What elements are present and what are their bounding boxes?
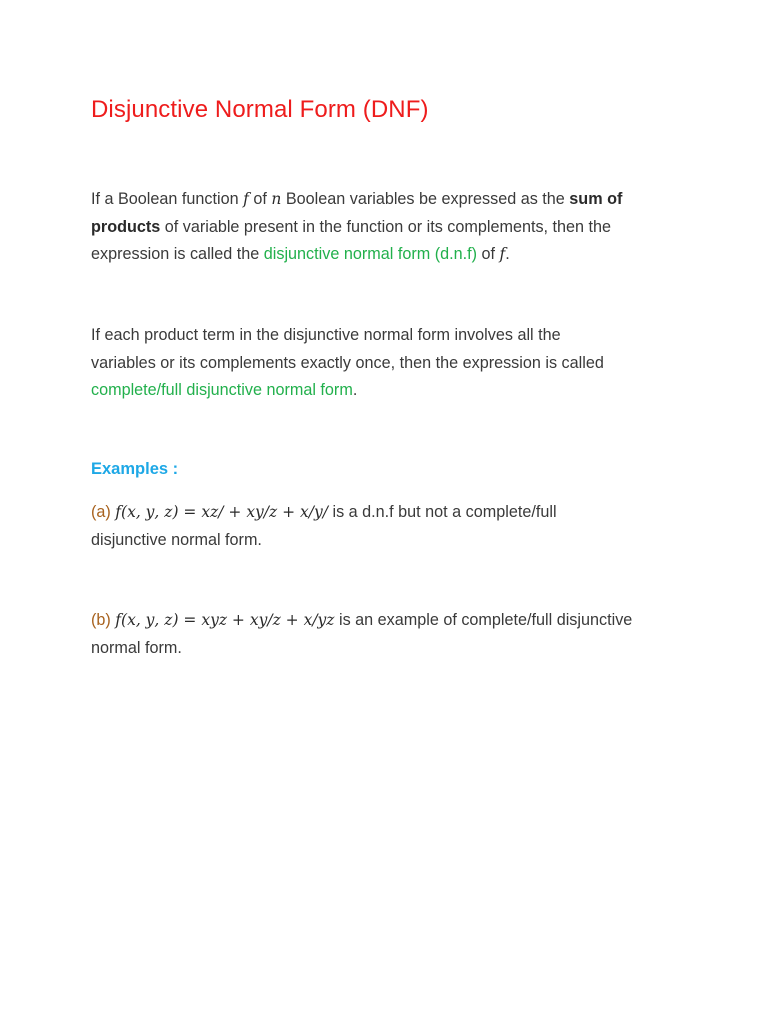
page-title: Disjunctive Normal Form (DNF) (91, 96, 429, 123)
text: If each product term in the disjunctive normal form involves all the (91, 326, 561, 344)
definition-paragraph (91, 186, 691, 269)
complete-dnf-paragraph (91, 322, 691, 405)
example-label: (b) (91, 611, 111, 629)
math-symbol-n: 𝑛 (271, 190, 282, 208)
text: expression is called the (91, 245, 264, 263)
text: of variable present in the function or its complements, then the (160, 217, 612, 236)
highlighted-term: disjunctive normal form (d.n.f) (263, 245, 477, 263)
text: . (505, 245, 510, 263)
highlighted-term: complete/full disjunctive normal form (91, 381, 353, 399)
text: . (352, 381, 358, 399)
text: variables or its complements exactly once, then the expression is called (91, 353, 604, 372)
formula: 𝑓(𝑥, 𝑦, 𝑧) = 𝑥𝑦𝑧 + 𝑥𝑦/𝑧 + 𝑥/𝑦𝑧 (115, 611, 335, 629)
text: of (476, 245, 500, 263)
text: of (248, 190, 272, 208)
text: Boolean variables be expressed as the (281, 190, 570, 208)
example-label: (a) (91, 503, 111, 521)
math-symbol-f: 𝑓 (243, 190, 249, 208)
text: is a d.n.f but not a complete/full (327, 503, 557, 521)
text: disjunctive normal form. (91, 530, 262, 549)
text: If a Boolean function (91, 190, 244, 208)
examples-heading: Examples : (91, 460, 179, 478)
bold-term: products (91, 217, 161, 236)
text: is an example of complete/full disjunctive (334, 611, 633, 629)
math-symbol-f: 𝑓 (499, 245, 506, 263)
example-b (91, 607, 691, 662)
formula: 𝑓(𝑥, 𝑦, 𝑧) = 𝑥𝑧/ + 𝑥𝑦/𝑧 + 𝑥/𝑦/ (115, 503, 328, 521)
example-a (91, 499, 691, 554)
text: normal form. (91, 638, 182, 657)
bold-term: sum of (569, 190, 623, 208)
